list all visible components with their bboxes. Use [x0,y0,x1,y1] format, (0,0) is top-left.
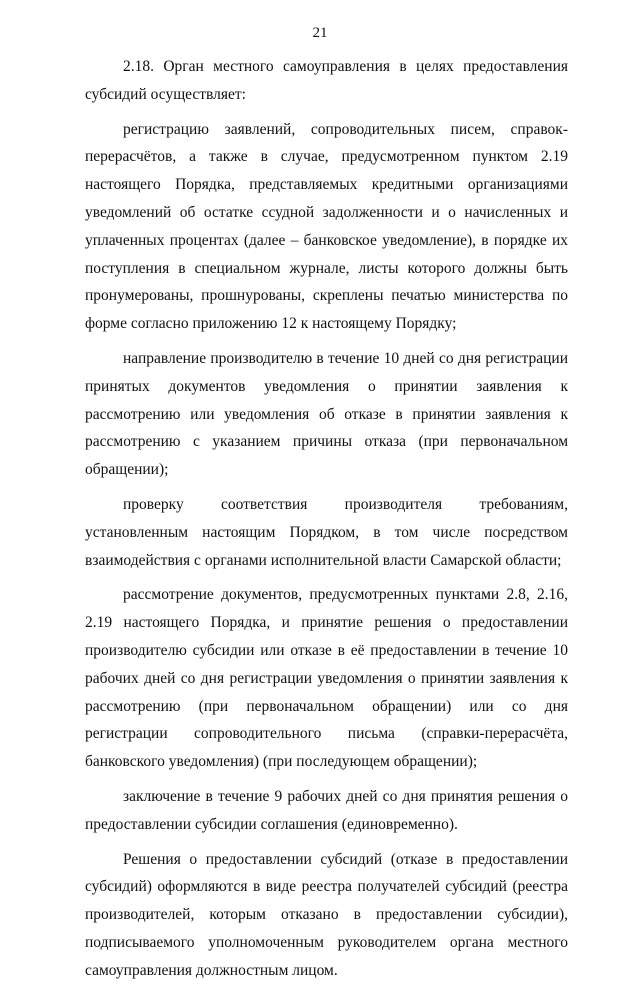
document-body [85,53,568,985]
paragraph-compliance-check: проверку соответствия производителя требованиям, установленным настоящим Порядком, в том числе посредством взаимодействия с органами исполнительной власти Самарской области; [85,495,568,569]
paragraph-document-review: рассмотрение документов, предусмотренных пунктами 2.8, 2.16, 2.19 настоящего Порядка, и принятие решения о предоставлении производителю субсидии или отказе в её предоставлении в течение 10 рабочих дней со дня регистрации уведомления о принятии заявления к рассмотрению (при первоначальном обращении) или со дня регистрации сопроводительного письма (справки-перерасчёта, банковского уведомления) (при последующем обращении); [85,586,568,771]
paragraph-registration: регистрацию заявлений, сопроводительных писем, справок-перерасчётов, а также в случае, предусмотренном пунктом 2.19 настоящего Порядка, представляемых кредитными организациями уведомлений об остатке ссудной задолженности и о начисленных и уплаченных процентах (далее – банковское уведомление), в порядке их поступления в специальном журнале, листы которого должны быть пронумерованы, прошнурованы, скреплены печатью министерства по форме согласно приложению 12 к настоящему Порядку; [85,120,568,333]
paragraph-decisions-registry: Решения о предоставлении субсидий (отказе в предоставлении субсидий) оформляются в виде реестра получателей субсидий (реестра производителей, которым отказано в предоставлении субсидии), подписываемого уполномоченным руководителем органа местного самоуправления должностным лицом. [85,850,568,979]
paragraph-notification: направление производителю в течение 10 дней со дня регистрации принятых документов уведомления о принятии заявления к рассмотрению или уведомления об отказе в принятии заявления к рассмотрению с указанием причины отказа (при первоначальном обращении); [85,349,568,479]
paragraph-agreement: заключение в течение 9 рабочих дней со дня принятия решения о предоставлении субсидии соглашения (единовременно). [85,787,568,833]
paragraph-2-18-intro: 2.18. Орган местного самоуправления в целях предоставления субсидий осуществляет: [85,58,568,103]
page-number: 21 [312,25,328,41]
